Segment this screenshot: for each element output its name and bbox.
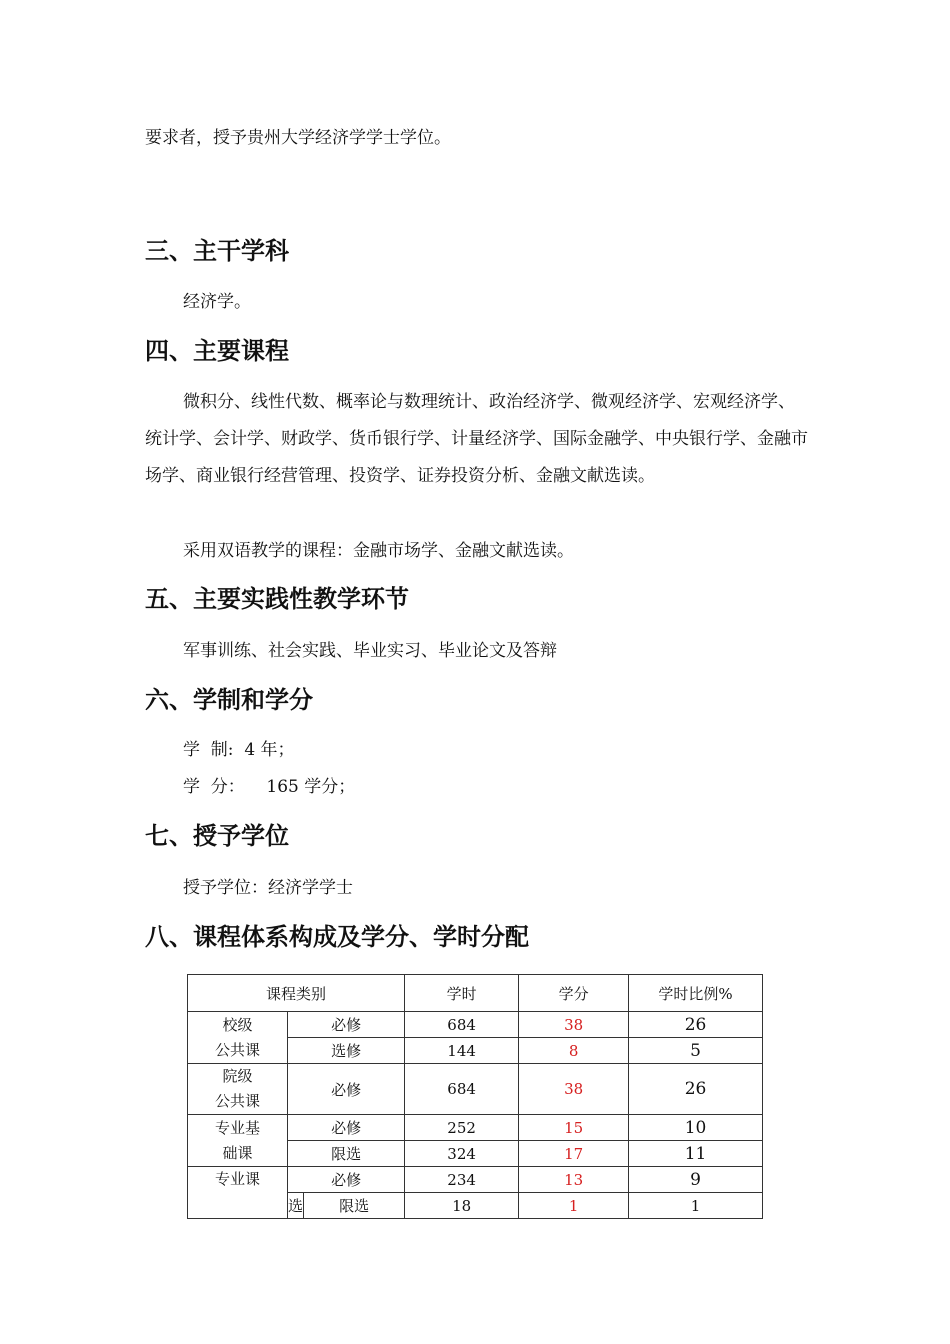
header-hours: 学时 bbox=[405, 975, 519, 1012]
row-ratio: 9 bbox=[629, 1167, 763, 1193]
row-type: 必修 bbox=[288, 1115, 405, 1141]
row-credits: 17 bbox=[519, 1141, 629, 1167]
group-college bbox=[188, 1064, 288, 1115]
row-hours: 144 bbox=[405, 1038, 519, 1064]
group-school bbox=[188, 1012, 288, 1064]
section-5-heading: 五、主要实践性教学环节 bbox=[145, 585, 409, 613]
row-ratio: 26 bbox=[629, 1012, 763, 1038]
section-6-heading: 六、学制和学分 bbox=[145, 686, 313, 714]
group-college-line2: 公共课 bbox=[215, 1092, 261, 1110]
section-3-heading: 三、主干学科 bbox=[145, 237, 289, 265]
section-3-body: 经济学。 bbox=[183, 292, 251, 312]
group-school-line1: 校级 bbox=[222, 1015, 253, 1034]
group-college-line1: 院级 bbox=[222, 1067, 253, 1085]
row-credits: 38 bbox=[519, 1064, 629, 1115]
row-hours: 234 bbox=[405, 1167, 519, 1193]
row-hours: 18 bbox=[405, 1193, 519, 1219]
group-school-line2: 公共课 bbox=[215, 1040, 261, 1059]
row-credits: 15 bbox=[519, 1115, 629, 1141]
row-hours: 684 bbox=[405, 1064, 519, 1115]
row-hours: 324 bbox=[405, 1141, 519, 1167]
section-7-body: 授予学位：经济学学士 bbox=[183, 878, 353, 898]
row-type: 必修 bbox=[288, 1167, 405, 1193]
row-ratio: 1 bbox=[629, 1193, 763, 1219]
row-ratio: 5 bbox=[629, 1038, 763, 1064]
row-type: 必修 bbox=[288, 1012, 405, 1038]
row-type: 选修 bbox=[288, 1038, 405, 1064]
group-major-line1: 专业课 bbox=[215, 1170, 261, 1188]
header-category: 课程类别 bbox=[188, 975, 405, 1012]
group-major-basic bbox=[188, 1115, 288, 1167]
section-4-courses: 微积分、线性代数、概率论与数理统计、政治经济学、微观经济学、宏观经济学、统计学、会计学、财政学、货币银行学、计量经济学、国际金融学、中央银行学、金融市场学、商业银行经营管理、投资学、证券投资分析、金融文献选读。 bbox=[145, 392, 808, 486]
table-row bbox=[188, 1012, 763, 1038]
row-type: 限选 bbox=[304, 1193, 405, 1219]
header-ratio: 学时比例% bbox=[629, 975, 763, 1012]
row-credits: 1 bbox=[519, 1193, 629, 1219]
section-8-heading: 八、课程体系构成及学分、学时分配 bbox=[145, 923, 529, 951]
elective-mark: 选 bbox=[288, 1193, 304, 1219]
row-credits: 13 bbox=[519, 1167, 629, 1193]
row-type: 限选 bbox=[288, 1141, 405, 1167]
header-credits: 学分 bbox=[519, 975, 629, 1012]
row-ratio: 26 bbox=[629, 1064, 763, 1115]
section-7-heading: 七、授予学位 bbox=[145, 822, 289, 850]
group-major-basic-line2: 础课 bbox=[222, 1143, 253, 1162]
section-6-credits: 学 分： 165 学分； bbox=[183, 777, 356, 797]
row-ratio: 11 bbox=[629, 1141, 763, 1167]
row-hours: 252 bbox=[405, 1115, 519, 1141]
section-6-duration: 学 制: 4 年； bbox=[183, 740, 295, 760]
table-row bbox=[188, 1064, 763, 1115]
row-ratio: 10 bbox=[629, 1115, 763, 1141]
section-5-body: 军事训练、社会实践、毕业实习、毕业论文及答辩 bbox=[183, 641, 557, 661]
group-major bbox=[188, 1167, 288, 1219]
row-hours: 684 bbox=[405, 1012, 519, 1038]
intro-tail: 要求者，授予贵州大学经济学学士学位。 bbox=[145, 128, 451, 148]
table-row bbox=[188, 1167, 763, 1193]
section-4-heading: 四、主要课程 bbox=[145, 337, 289, 365]
group-major-basic-line1: 专业基 bbox=[215, 1118, 261, 1137]
row-credits: 8 bbox=[519, 1038, 629, 1064]
row-type: 必修 bbox=[288, 1064, 405, 1115]
section-4-bilingual: 采用双语教学的课程：金融市场学、金融文献选读。 bbox=[183, 541, 574, 561]
row-credits: 38 bbox=[519, 1012, 629, 1038]
table-header-row bbox=[188, 975, 763, 1012]
table-row bbox=[188, 1115, 763, 1141]
credit-allocation-table bbox=[187, 974, 763, 1219]
